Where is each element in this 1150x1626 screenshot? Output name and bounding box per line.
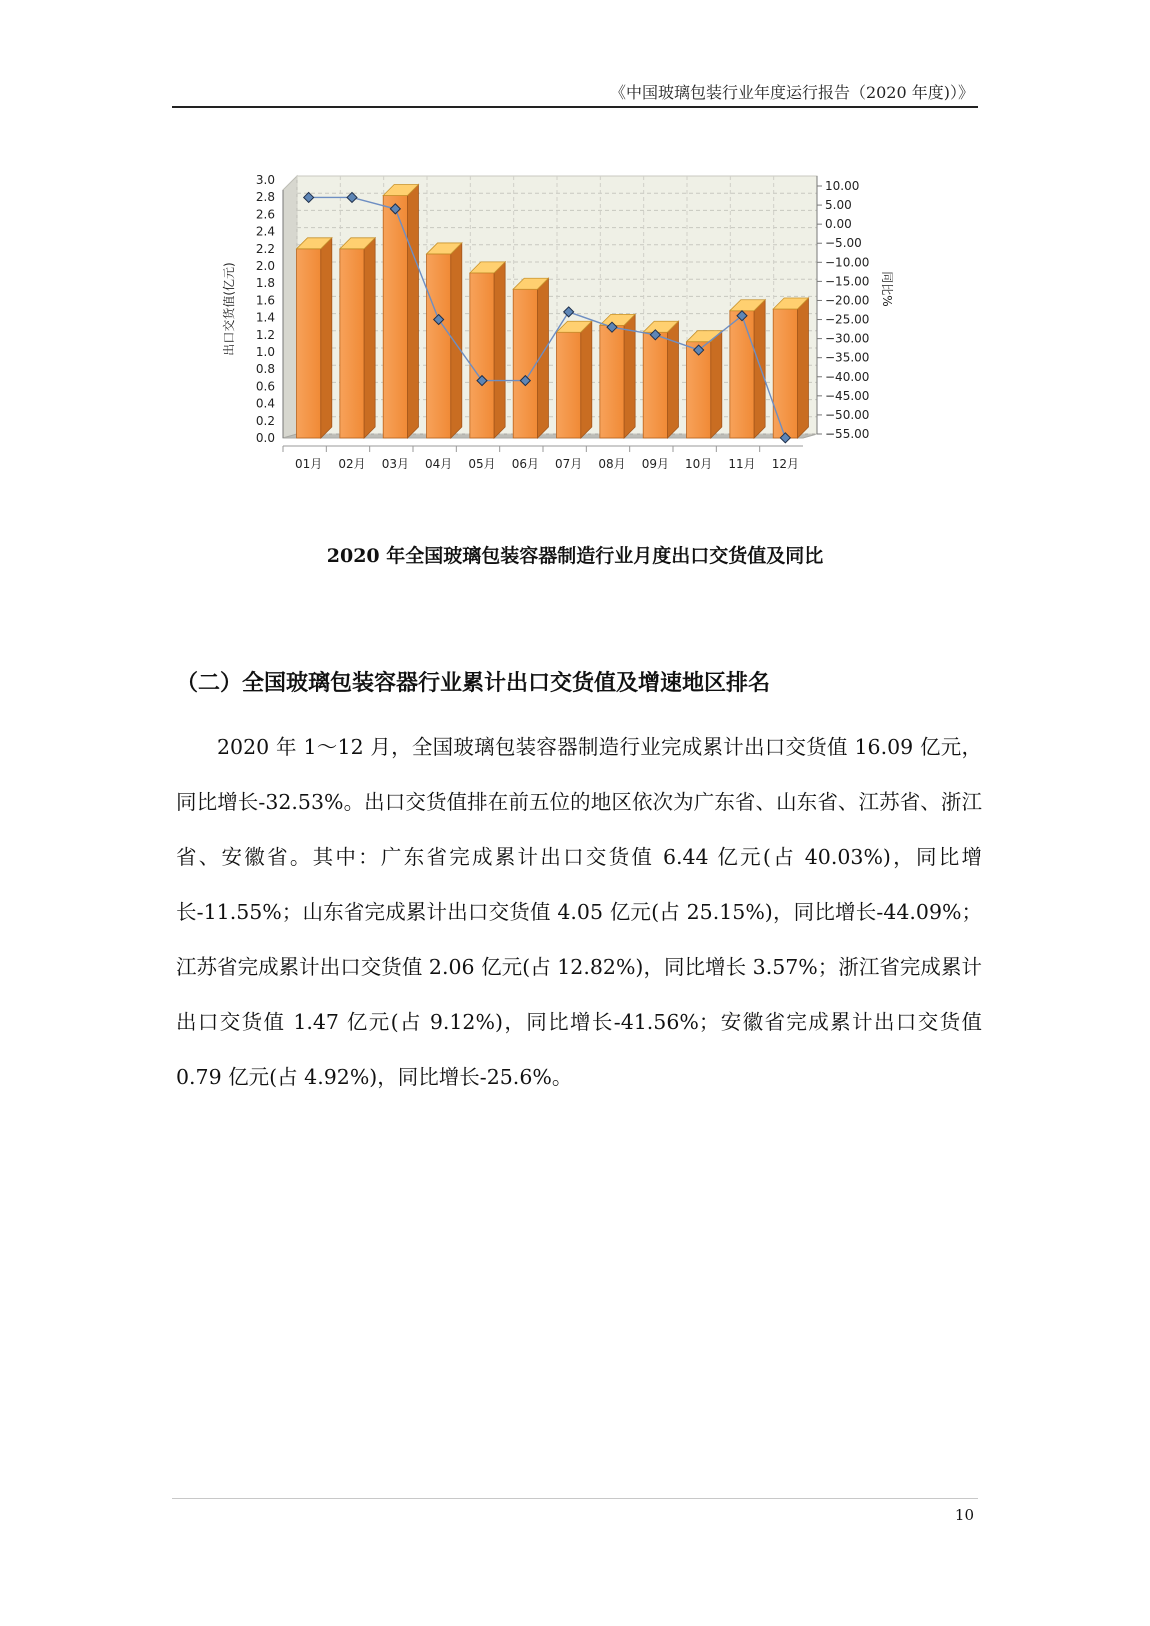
y-tick-label: 1.8 (255, 276, 275, 291)
y-tick-label: 0.4 (255, 396, 275, 411)
section-heading: （二）全国玻璃包装容器行业累计出口交货值及增速地区排名 (176, 670, 771, 696)
y-axis-title: 出口交货值(亿元) (222, 262, 236, 356)
bar (340, 249, 364, 438)
bar (687, 342, 711, 438)
y2-tick-label: −5.00 (825, 236, 862, 251)
bar-side (667, 321, 678, 438)
y2-tick-label: −15.00 (825, 274, 870, 289)
bar (470, 273, 494, 438)
bar (773, 309, 797, 438)
y2-tick-label: −10.00 (825, 255, 870, 270)
y-tick-label: 2.0 (255, 259, 275, 273)
y-tick-label: 0.2 (255, 413, 275, 428)
y2-tick-label: 5.00 (825, 198, 852, 213)
y2-tick-label: 0.00 (825, 217, 852, 232)
x-tick-label: 07月 (555, 457, 583, 471)
y-tick-label: 1.4 (255, 310, 275, 325)
bar-side (407, 184, 418, 438)
bar (600, 325, 624, 438)
y2-tick-label: −40.00 (825, 369, 870, 384)
x-tick-label: 06月 (511, 457, 539, 471)
bar (643, 332, 667, 438)
page-number: 10 (954, 1506, 974, 1524)
y2-tick-label: −30.00 (825, 331, 870, 346)
y-tick-label: 0.6 (255, 379, 275, 394)
bar-side (321, 238, 332, 438)
footer-rule (172, 1498, 978, 1499)
y2-tick-label: −20.00 (825, 293, 870, 308)
bar-side (624, 314, 635, 438)
bar-side (364, 238, 375, 438)
x-tick-label: 03月 (381, 457, 409, 471)
y2-tick-label: −25.00 (825, 312, 870, 327)
y2-tick-label: 10.00 (825, 179, 860, 193)
bar (513, 289, 537, 438)
y-tick-label: 3.0 (255, 173, 275, 187)
y-tick-label: 1.2 (255, 327, 275, 342)
y2-tick-label: −35.00 (825, 350, 870, 365)
y-tick-label: 2.2 (255, 241, 275, 256)
bar-side (494, 262, 505, 438)
x-tick-label: 10月 (685, 457, 713, 471)
y-tick-label: 2.4 (255, 224, 275, 239)
bar-side (711, 331, 722, 438)
body-paragraph-block (176, 720, 982, 1105)
y-tick-label: 2.8 (255, 190, 275, 205)
y2-tick-label: −45.00 (825, 388, 870, 403)
x-tick-label: 04月 (425, 457, 453, 471)
y-tick-label: 2.6 (255, 207, 275, 222)
x-tick-label: 05月 (468, 457, 496, 471)
export-chart-svg (215, 158, 945, 498)
x-tick-label: 11月 (728, 457, 756, 471)
x-tick-label: 02月 (338, 457, 366, 471)
y-tick-label: 1.6 (255, 293, 275, 308)
y2-tick-label: −50.00 (825, 407, 870, 422)
bar-side (451, 243, 462, 438)
x-tick-label: 09月 (641, 457, 669, 471)
x-tick-label: 01月 (295, 457, 323, 471)
x-tick-label: 12月 (771, 457, 799, 471)
bar (730, 311, 754, 438)
bar (557, 332, 581, 438)
y2-axis-title: 同比% (880, 271, 894, 307)
bar (427, 254, 451, 438)
chart-caption: 2020 年全国玻璃包装容器制造行业月度出口交货值及同比 (326, 545, 824, 567)
report-header-title: 《中国玻璃包装行业年度运行报告（2020 年度)）》 (609, 83, 974, 102)
y2-tick-label: −55.00 (825, 427, 870, 441)
bar-side (797, 298, 808, 438)
header-rule (172, 106, 978, 108)
bar-side (581, 321, 592, 438)
bar (297, 249, 321, 438)
chart-side-wall (283, 176, 297, 438)
y-tick-label: 1.0 (255, 345, 275, 359)
bar-side (754, 300, 765, 438)
x-tick-label: 08月 (598, 457, 626, 471)
y-tick-label: 0.8 (255, 362, 275, 377)
body-paragraph: 2020 年 1～12 月，全国玻璃包装容器制造行业完成累计出口交货值 16.09 亿元，同比增长-32.53%。出口交货值排在前五位的地区依次为广东省、山东省、江苏省、浙江省、安徽省。其中：广东省完成累计出口交货值 6.44 亿元(占 40.03%)，同比增长-11.55%；山东省完成累计出口交货值 4.05 亿元(占 25.15%)，同比增长-44.09%；江苏省完成累计出口交货值 2.06 亿元(占 12.82%)，同比增长 3.57%；浙江省完成累计出口交货值 1.47 亿元(占 9.12%)，同比增长-41.56%；安徽省完成累计出口交货值 0.79 亿元(占 4.92%)，同比增长-25.6%。 (176, 735, 982, 1089)
y-tick-label: 0.0 (255, 431, 275, 445)
export-chart (215, 158, 945, 498)
